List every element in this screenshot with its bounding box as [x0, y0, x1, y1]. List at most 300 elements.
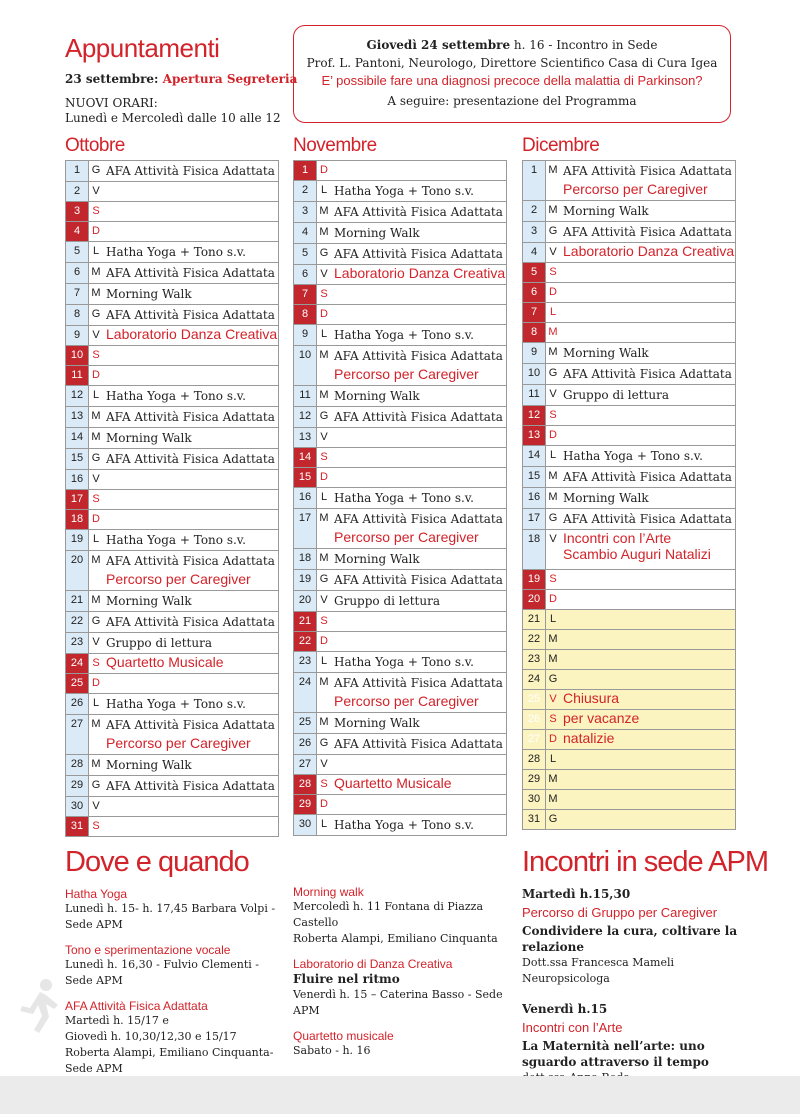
day-activities	[103, 263, 278, 283]
activity-label: Morning Walk	[334, 226, 420, 240]
day-number: 8	[523, 323, 546, 342]
activity-label: AFA Attività Fisica Adattata	[334, 349, 503, 363]
event-speaker: Prof. L. Pantoni, Neurologo, Direttore Scientifico Casa di Cura Igea	[306, 56, 718, 70]
weekday-letter: L	[549, 753, 557, 765]
activity-label: Hatha Yoga + Tono s.v.	[106, 389, 246, 403]
calendar-day-row	[293, 428, 507, 448]
day-activities	[560, 263, 735, 282]
weekday-letter: M	[91, 410, 101, 422]
day-activities	[103, 612, 278, 632]
info-line: Dott.ssa Francesca Mameli Neuropsicologa	[522, 956, 674, 985]
hours-label: NUOVI ORARI:	[65, 96, 158, 110]
day-activities	[560, 790, 735, 809]
weekday-letter: D	[92, 677, 100, 689]
calendar-day-row	[65, 633, 279, 654]
day-number: 10	[66, 346, 89, 365]
weekday-letter: S	[320, 778, 328, 790]
activity-label: Gruppo di lettura	[334, 594, 440, 608]
info-block	[65, 887, 290, 933]
weekday-letter: L	[320, 491, 328, 503]
weekday-letter: S	[549, 266, 557, 278]
activity-label: Percorso per Caregiver	[106, 735, 251, 751]
weekday-letter: D	[320, 798, 328, 810]
day-number: 4	[294, 223, 317, 243]
day-number: 13	[66, 407, 89, 427]
weekday-letter: L	[92, 533, 100, 545]
day-activities	[331, 549, 506, 569]
calendar-day-row	[65, 407, 279, 428]
activity-label: AFA Attività Fisica Adattata	[106, 410, 275, 424]
activity-label: Scambio Auguri Natalizi	[563, 546, 711, 562]
info-heading: Percorso di Gruppo per Caregiver	[522, 905, 718, 920]
activity-label: AFA Attività Fisica Adattata	[334, 737, 503, 751]
weekday-letter: M	[548, 491, 558, 503]
weekday-letter: S	[549, 573, 557, 585]
day-activities	[103, 551, 278, 590]
day-number: 22	[523, 630, 546, 649]
day-number: 27	[66, 715, 89, 754]
calendar-grid	[65, 160, 279, 837]
day-number: 28	[294, 775, 317, 794]
day-number: 21	[66, 591, 89, 611]
day-activities	[560, 810, 735, 829]
weekday-letter: M	[319, 205, 329, 217]
calendar-day-row	[65, 182, 279, 202]
calendar-day-row	[522, 161, 736, 201]
day-number: 19	[66, 530, 89, 550]
calendar-day-row	[522, 690, 736, 710]
day-activities	[560, 530, 735, 569]
day-number: 4	[523, 243, 546, 262]
calendar-day-row	[65, 346, 279, 366]
opening-line	[65, 72, 297, 86]
activity-label: Morning Walk	[106, 594, 192, 608]
day-number: 12	[523, 406, 546, 425]
weekday-letter: S	[92, 820, 100, 832]
calendar-day-row	[293, 713, 507, 734]
calendar-grid	[522, 160, 736, 830]
day-number: 7	[66, 284, 89, 304]
event-time: h. 16 - Incontro in Sede	[513, 38, 658, 52]
day-number: 24	[523, 670, 546, 689]
weekday-letter: M	[548, 470, 558, 482]
calendar-day-row	[293, 285, 507, 305]
day-number: 14	[294, 448, 317, 467]
day-number: 16	[523, 488, 546, 508]
info-line: Mercoledì h. 11 Fontana di Piazza Castello	[293, 900, 484, 929]
calendar-day-row	[65, 654, 279, 674]
weekday-letter: G	[548, 367, 558, 379]
day-number: 29	[523, 770, 546, 789]
weekday-letter: M	[319, 676, 329, 688]
calendar-day-row	[522, 222, 736, 243]
activity-label: Chiusura	[563, 690, 620, 706]
event-followup: A seguire: presentazione del Programma	[387, 94, 637, 108]
weekday-letter: V	[92, 800, 100, 812]
calendar-day-row	[293, 549, 507, 570]
event-date: Giovedì 24 settembre	[366, 38, 511, 52]
day-number: 6	[66, 263, 89, 283]
info-subtitle: La Maternità nell’arte: uno sguardo attraverso il tempo	[522, 1039, 709, 1069]
day-activities	[560, 323, 735, 342]
weekday-letter: G	[91, 452, 101, 464]
calendar-day-row	[293, 407, 507, 428]
day-activities	[560, 730, 735, 749]
day-number: 25	[66, 674, 89, 693]
calendar-day-row	[522, 770, 736, 790]
weekday-letter: M	[319, 226, 329, 238]
weekday-letter: G	[548, 512, 558, 524]
day-activities	[331, 346, 506, 385]
weekday-letter: M	[319, 552, 329, 564]
calendar-day-row	[522, 630, 736, 650]
calendar-day-row	[522, 406, 736, 426]
day-number: 23	[66, 633, 89, 653]
day-activities	[331, 448, 506, 467]
day-number: 30	[523, 790, 546, 809]
calendar-day-row	[293, 734, 507, 755]
activity-label: Morning Walk	[563, 204, 649, 218]
weekday-letter: V	[320, 431, 328, 443]
info-line: Sabato - h. 16	[293, 1044, 371, 1057]
activity-label: Hatha Yoga + Tono s.v.	[334, 655, 474, 669]
calendar-day-row	[65, 305, 279, 326]
day-number: 9	[66, 326, 89, 345]
calendar-day-row	[522, 790, 736, 810]
calendar-day-row	[293, 244, 507, 265]
calendar-day-row	[293, 346, 507, 386]
day-activities	[103, 428, 278, 448]
info-line: Lunedì h. 15- h. 17,45 Barbara Volpi - Sede APM	[65, 902, 276, 931]
info-line: Giovedì h. 10,30/12,30 e 15/17	[65, 1030, 237, 1043]
day-number: 7	[523, 303, 546, 322]
calendar-day-row	[522, 364, 736, 385]
calendar-day-row	[293, 325, 507, 346]
weekday-letter: S	[320, 288, 328, 300]
weekday-letter: G	[319, 410, 329, 422]
day-activities	[331, 734, 506, 754]
opening-date: 23 settembre:	[65, 72, 159, 86]
day-number: 12	[294, 407, 317, 427]
weekday-letter: G	[548, 225, 558, 237]
calendar-day-row	[65, 366, 279, 386]
event-question: E’ possibile fare una diagnosi precoce della malattia di Parkinson?	[321, 73, 703, 88]
day-activities	[103, 222, 278, 241]
calendar-day-row	[293, 652, 507, 673]
activity-label: Gruppo di lettura	[563, 388, 669, 402]
weekday-letter: S	[549, 409, 557, 421]
activity-label: AFA Attività Fisica Adattata	[106, 718, 275, 732]
day-number: 5	[294, 244, 317, 264]
day-number: 28	[66, 755, 89, 775]
weekday-letter: S	[549, 713, 557, 725]
day-activities	[331, 386, 506, 406]
day-number: 27	[523, 730, 546, 749]
day-activities	[331, 509, 506, 548]
activity-label: Quartetto Musicale	[334, 775, 452, 791]
day-number: 1	[523, 161, 546, 200]
day-activities	[560, 750, 735, 769]
day-number: 15	[66, 449, 89, 469]
weekday-letter: V	[92, 185, 100, 197]
info-block	[522, 886, 762, 987]
calendar-day-row	[522, 730, 736, 750]
weekday-letter: L	[320, 818, 328, 830]
day-activities	[331, 755, 506, 774]
weekday-letter: D	[549, 429, 557, 441]
info-line: Venerdì h. 15 – Caterina Basso - Sede APM	[293, 988, 503, 1017]
info-when: Martedì h.15,30	[522, 887, 631, 901]
calendar-day-row	[293, 632, 507, 652]
day-number: 6	[294, 265, 317, 284]
activity-label: Quartetto Musicale	[106, 654, 224, 670]
activity-label: Percorso per Caregiver	[334, 366, 479, 382]
day-activities	[560, 690, 735, 709]
calendar-day-row	[522, 530, 736, 570]
day-number: 8	[294, 305, 317, 324]
weekday-letter: M	[91, 287, 101, 299]
calendar-day-row	[293, 795, 507, 815]
weekday-letter: L	[320, 184, 328, 196]
weekday-letter: V	[320, 268, 328, 280]
day-activities	[331, 161, 506, 180]
activity-label: Hatha Yoga + Tono s.v.	[334, 328, 474, 342]
info-heading: Hatha Yoga	[65, 887, 128, 901]
calendar-day-row	[293, 570, 507, 591]
info-block	[293, 957, 518, 1019]
calendar-day-row	[293, 468, 507, 488]
day-number: 26	[294, 734, 317, 754]
weekday-letter: S	[92, 349, 100, 361]
day-number: 14	[523, 446, 546, 466]
day-activities	[103, 633, 278, 653]
day-number: 9	[294, 325, 317, 345]
weekday-letter: D	[549, 733, 557, 745]
info-line: Roberta Alampi, Emiliano Cinquanta	[293, 932, 498, 945]
activity-label: Hatha Yoga + Tono s.v.	[106, 697, 246, 711]
activity-label: Laboratorio Danza Creativa	[334, 265, 506, 281]
day-activities	[103, 407, 278, 427]
calendar-day-row	[65, 470, 279, 490]
activity-label: Hatha Yoga + Tono s.v.	[334, 184, 474, 198]
calendar-day-row	[522, 283, 736, 303]
calendar-day-row	[65, 797, 279, 817]
day-activities	[103, 366, 278, 385]
activity-label: Percorso per Caregiver	[334, 529, 479, 545]
activity-label: AFA Attività Fisica Adattata	[106, 164, 275, 178]
day-number: 20	[523, 590, 546, 609]
weekday-letter: M	[319, 716, 329, 728]
day-activities	[560, 770, 735, 789]
month-title: Novembre	[293, 135, 377, 156]
day-number: 24	[66, 654, 89, 673]
day-activities	[560, 303, 735, 322]
calendar-day-row	[65, 715, 279, 755]
weekday-letter: L	[549, 306, 557, 318]
info-line: Lunedì h. 16,30 - Fulvio Clementi - Sede APM	[65, 958, 260, 987]
weekday-letter: V	[92, 329, 100, 341]
weekday-letter: V	[320, 594, 328, 606]
day-activities	[560, 201, 735, 221]
activity-label: Morning Walk	[334, 389, 420, 403]
calendar-day-row	[293, 305, 507, 325]
activity-label: Hatha Yoga + Tono s.v.	[106, 533, 246, 547]
weekday-letter: M	[91, 266, 101, 278]
activity-label: Hatha Yoga + Tono s.v.	[106, 245, 246, 259]
activity-label: Percorso per Caregiver	[334, 693, 479, 709]
where-when-title: Dove e quando	[65, 846, 249, 878]
day-activities	[331, 468, 506, 487]
info-when: Venerdì h.15	[522, 1002, 608, 1016]
weekday-letter: S	[92, 493, 100, 505]
day-activities	[560, 488, 735, 508]
calendar-day-row	[293, 161, 507, 181]
day-activities	[331, 265, 506, 284]
info-line: Roberta Alampi, Emiliano Cinquanta- Sede APM	[65, 1046, 274, 1075]
calendar-december	[522, 135, 736, 830]
activity-label: AFA Attività Fisica Adattata	[334, 247, 503, 261]
day-number: 30	[294, 815, 317, 835]
day-number: 1	[66, 161, 89, 181]
day-number: 8	[66, 305, 89, 325]
weekday-letter: S	[92, 657, 100, 669]
info-heading: Incontri con l’Arte	[522, 1020, 623, 1035]
activity-label: Percorso per Caregiver	[106, 571, 251, 587]
day-activities	[331, 775, 506, 794]
info-heading: Tono e sperimentazione vocale	[65, 943, 231, 957]
calendar-grid	[293, 160, 507, 836]
day-number: 25	[523, 690, 546, 709]
day-number: 23	[294, 652, 317, 672]
calendar-day-row	[522, 263, 736, 283]
calendar-day-row	[522, 710, 736, 730]
day-number: 23	[523, 650, 546, 669]
calendar-day-row	[522, 670, 736, 690]
calendar-day-row	[293, 755, 507, 775]
day-activities	[103, 654, 278, 673]
calendar-day-row	[293, 612, 507, 632]
day-number: 11	[294, 386, 317, 406]
day-activities	[331, 632, 506, 651]
day-activities	[103, 346, 278, 365]
activity-label: Hatha Yoga + Tono s.v.	[334, 491, 474, 505]
day-activities	[560, 243, 735, 262]
weekday-letter: G	[91, 164, 101, 176]
weekday-letter: D	[549, 593, 557, 605]
calendar-day-row	[522, 488, 736, 509]
calendar-day-row	[522, 446, 736, 467]
where-when-col2	[293, 885, 518, 1069]
calendar-day-row	[522, 570, 736, 590]
info-heading: Laboratorio di Danza Creativa	[293, 957, 453, 971]
day-number: 22	[66, 612, 89, 632]
day-number: 11	[523, 385, 546, 405]
day-number: 26	[523, 710, 546, 729]
activity-label: Morning Walk	[563, 491, 649, 505]
day-number: 7	[294, 285, 317, 304]
calendar-day-row	[65, 263, 279, 284]
calendar-day-row	[293, 591, 507, 612]
info-heading: Quartetto musicale	[293, 1029, 394, 1043]
calendar-november	[293, 135, 507, 836]
day-activities	[331, 815, 506, 835]
calendar-day-row	[522, 509, 736, 530]
calendar-day-row	[522, 610, 736, 630]
calendar-day-row	[65, 284, 279, 305]
calendar-day-row	[65, 612, 279, 633]
activity-label: AFA Attività Fisica Adattata	[563, 164, 732, 178]
day-number: 16	[294, 488, 317, 508]
day-number: 19	[523, 570, 546, 589]
info-block	[293, 1029, 518, 1059]
day-activities	[103, 242, 278, 262]
day-number: 13	[523, 426, 546, 445]
weekday-letter: V	[320, 758, 328, 770]
weekday-letter: M	[91, 554, 101, 566]
calendar-day-row	[65, 817, 279, 837]
activity-label: AFA Attività Fisica Adattata	[106, 308, 275, 322]
weekday-letter: S	[92, 205, 100, 217]
calendar-day-row	[65, 242, 279, 263]
activity-label: Laboratorio Danza Creativa	[563, 243, 735, 259]
day-activities	[331, 407, 506, 427]
day-activities	[103, 776, 278, 796]
calendar-day-row	[65, 326, 279, 346]
day-number: 3	[523, 222, 546, 242]
weekday-letter: G	[91, 615, 101, 627]
weekday-letter: M	[548, 773, 558, 785]
day-activities	[331, 488, 506, 508]
day-number: 20	[66, 551, 89, 590]
calendar-day-row	[65, 386, 279, 407]
activity-label: AFA Attività Fisica Adattata	[106, 554, 275, 568]
day-number: 5	[66, 242, 89, 262]
day-activities	[331, 652, 506, 672]
calendar-day-row	[293, 815, 507, 836]
weekday-letter: M	[319, 389, 329, 401]
calendar-day-row	[522, 303, 736, 323]
calendar-day-row	[522, 385, 736, 406]
activity-label: AFA Attività Fisica Adattata	[334, 573, 503, 587]
calendar-day-row	[293, 448, 507, 468]
day-activities	[560, 364, 735, 384]
calendar-day-row	[293, 181, 507, 202]
day-activities	[331, 713, 506, 733]
day-activities	[560, 590, 735, 609]
day-activities	[560, 446, 735, 466]
activity-label: AFA Attività Fisica Adattata	[106, 452, 275, 466]
meetings-title: Incontri in sede APM	[522, 846, 768, 878]
activity-label: AFA Attività Fisica Adattata	[563, 470, 732, 484]
day-activities	[103, 490, 278, 509]
day-number: 2	[66, 182, 89, 201]
weekday-letter: S	[320, 615, 328, 627]
activity-label: Morning Walk	[106, 431, 192, 445]
day-activities	[560, 650, 735, 669]
day-activities	[103, 470, 278, 489]
day-number: 31	[66, 817, 89, 836]
day-activities	[560, 670, 735, 689]
calendar-day-row	[522, 201, 736, 222]
calendar-day-row	[293, 509, 507, 549]
calendar-day-row	[522, 323, 736, 343]
calendar-day-row	[65, 222, 279, 242]
day-activities	[103, 305, 278, 325]
weekday-letter: L	[92, 697, 100, 709]
day-number: 16	[66, 470, 89, 489]
day-activities	[103, 674, 278, 693]
weekday-letter: V	[549, 246, 557, 258]
